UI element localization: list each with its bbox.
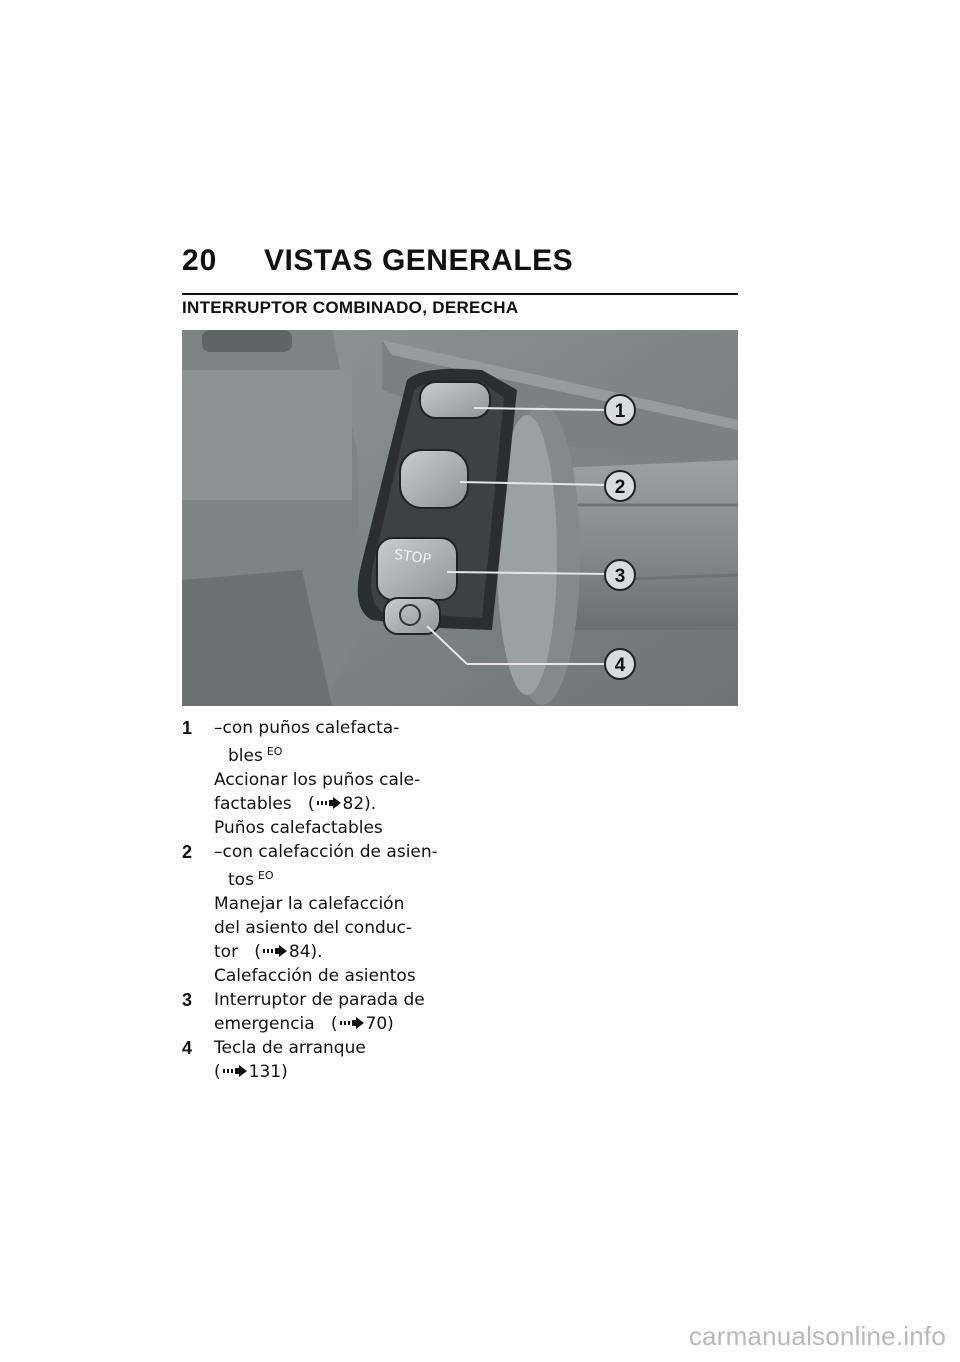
watermark: carmanualsonline.info	[688, 1321, 946, 1351]
page-ref-arrow-icon	[317, 797, 341, 809]
list-item	[182, 840, 442, 988]
item-number: 4	[182, 1038, 193, 1058]
item-text: Manejar la calefacción	[214, 894, 405, 914]
list-item	[182, 988, 442, 1036]
condition-cont: tos	[228, 870, 254, 890]
page-ref[interactable]: 70)	[365, 1014, 394, 1034]
callout-4	[605, 649, 635, 679]
item-text: Interruptor de parada de	[214, 990, 425, 1010]
eo-badge: EO	[266, 745, 283, 758]
condition-cont: bles	[228, 746, 263, 766]
condition-line: –con puños calefacta-	[214, 718, 400, 738]
callout-2	[605, 471, 635, 501]
paren: (	[307, 794, 315, 814]
combination-switch-figure	[182, 330, 738, 706]
item-subtitle: Puños calefactables	[214, 818, 383, 838]
item-text: factables	[214, 794, 292, 814]
paren: (	[214, 1062, 221, 1082]
item-number: 3	[182, 990, 193, 1010]
item-text: Accionar los puños cale-	[214, 770, 421, 790]
page-ref[interactable]: 84).	[288, 942, 323, 962]
eo-badge: EO	[257, 869, 274, 882]
item-text: del asiento del conduc-	[214, 918, 413, 938]
callout-1	[605, 395, 635, 425]
page-ref-arrow-icon	[263, 945, 287, 957]
item-number: 2	[182, 842, 193, 862]
list-item	[182, 1036, 442, 1084]
header-rule	[182, 293, 738, 295]
page-ref-arrow-icon	[223, 1065, 247, 1077]
paren: (	[254, 942, 261, 962]
page-number: 20	[182, 244, 218, 277]
item-text: Tecla de arranque	[214, 1038, 366, 1058]
page-ref[interactable]: 131)	[248, 1062, 288, 1082]
paren: (	[330, 1014, 338, 1034]
callout-2-label: 2	[614, 477, 626, 498]
condition-line: –con calefacción de asien-	[214, 842, 438, 862]
chapter-title: VISTAS GENERALES	[264, 244, 574, 277]
item-number: 1	[182, 718, 193, 738]
callout-3-label: 3	[614, 566, 626, 587]
handlebar-switch-illustration	[182, 330, 738, 706]
section-title: INTERRUPTOR COMBINADO, DERECHA	[182, 298, 519, 317]
page-ref-arrow-icon	[340, 1017, 364, 1029]
callout-3	[605, 560, 635, 590]
item-subtitle: Calefacción de asientos	[214, 966, 416, 986]
callout-4-label: 4	[614, 655, 626, 676]
callout-1-label: 1	[614, 401, 626, 422]
legend-list	[182, 716, 442, 1084]
item-text: emergencia	[214, 1014, 315, 1034]
item-text: tor	[214, 942, 239, 962]
list-item	[182, 716, 442, 840]
page-ref[interactable]: 82).	[342, 794, 377, 814]
stop-label: STOP	[393, 546, 432, 568]
